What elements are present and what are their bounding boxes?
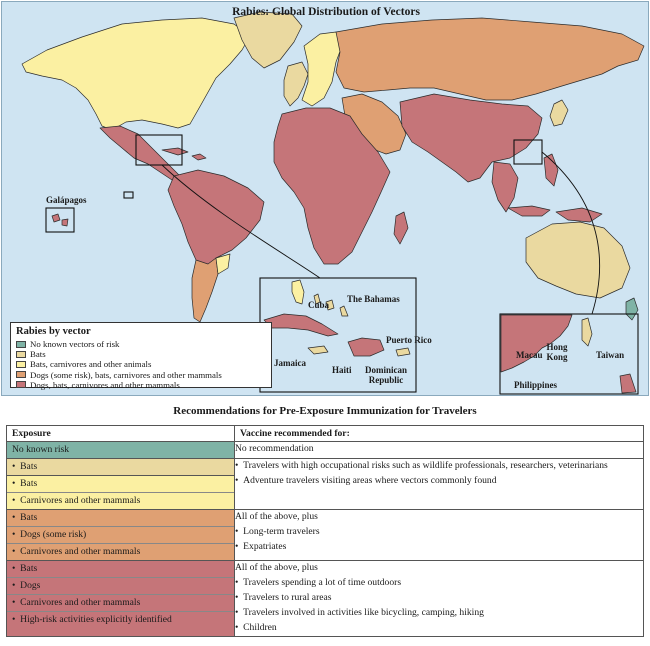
region-new-zealand [626,298,638,320]
vaccine-cell [235,561,644,637]
exposure-item: • Bats [7,510,234,526]
exposure-item: • Dogs (some risk) [7,526,234,543]
legend-swatch [16,351,26,358]
region-philippines [544,154,558,186]
vaccine-item: All of the above, plus [235,511,318,522]
legend-title: Rabies by vector [16,326,91,337]
vaccine-item: • Expatriates [235,540,643,555]
legend-swatch [16,341,26,348]
label-jamaica: Jamaica [274,358,306,368]
map-legend [10,322,272,388]
legend-swatch [16,361,26,368]
vaccine-item: No recommendation [235,443,314,454]
exposure-item: • Carnivores and other mammals [7,492,234,509]
region-north-america [22,18,250,130]
legend-label: No known vectors of risk [30,339,120,350]
exposure-cell [7,510,235,561]
map-title: Rabies: Global Distribution of Vectors [232,6,420,18]
legend-item [16,370,266,380]
exposure-item: • Bats [7,476,234,492]
vaccine-item: • Travelers with high occupational risks such as wildlife professionals, researchers, veterinarians [235,459,643,474]
label-dominican-republic: Dominican Republic [364,365,407,385]
exposure-item: • Bats [7,561,234,577]
inset-cuba [264,314,338,336]
legend-item [16,339,266,349]
vaccine-item: • Travelers involved in activities like bicycling, camping, hiking [235,606,643,621]
legend-label: Dogs, bats, carnivores and other mammals [30,379,180,390]
label-hong-kong: Hong Kong [546,342,568,362]
vaccine-item: • Travelers to rural areas [235,591,643,606]
recommendations-table [6,425,644,637]
exposure-item: • Carnivores and other mammals [7,594,234,611]
legend-item [16,359,266,369]
region-greenland [234,12,302,68]
vaccine-cell [235,510,644,561]
label-cuba: Cuba [308,300,330,310]
region-central-america [100,126,180,180]
vaccine-cell [235,442,644,459]
label-macau: Macau [516,350,543,360]
inset-puerto-rico [396,348,410,356]
legend-label: Dogs (some risk), bats, carnivores and other mammals [30,369,222,380]
region-japan [550,100,568,126]
inset-florida [292,280,304,304]
table-row [7,510,644,561]
region-central-europe [302,32,342,106]
label-the-bahamas: The Bahamas [347,294,400,304]
header-exposure: Exposure [7,426,235,442]
inset-hispaniola [348,338,384,356]
exposure-cell [7,459,235,476]
label-puerto-rico: Puerto Rico [386,335,432,345]
exposure-item: • Dogs [7,577,234,594]
table-row [7,561,644,637]
inset-taiwan [582,318,592,346]
legend-label: Bats, carnivores and other animals [30,359,152,370]
inset-philippines [620,374,636,393]
region-southeast-asia [492,162,518,212]
vaccine-item: • Travelers spending a lot of time outdoors [235,576,643,591]
exposure-cell [7,442,235,459]
legend-item [16,349,266,359]
region-caribbean [162,148,206,160]
exposure-item: No known risk [12,444,70,455]
region-indonesia [508,206,602,222]
vaccine-item: • Long-term travelers [235,525,643,540]
legend-item [16,380,266,390]
label-taiwan: Taiwan [596,350,625,360]
exposure-item: • High-risk activities explicitly identified [7,611,234,628]
exposure-item: • Carnivores and other mammals [7,543,234,560]
region-south-america [168,170,264,268]
vaccine-item: • Adventure travelers visiting areas where vectors commonly found [235,474,643,489]
region-russia [336,18,644,100]
legend-label: Bats [30,349,46,360]
exposure-cell [7,561,235,637]
legend-items [16,339,266,390]
legend-swatch [16,381,26,388]
exposure-item: • Bats [7,459,234,475]
label-haiti: Haiti [332,365,352,375]
label-galapagos: Galápagos [46,195,87,205]
vaccine-item: • Children [235,621,643,636]
exposure-cell [7,476,235,510]
vaccine-cell [235,459,644,510]
region-southern-cone [192,258,218,322]
vaccine-item: All of the above, plus [235,562,318,573]
region-madagascar [394,212,408,244]
region-australia [526,222,630,298]
table-header-row [7,426,644,442]
header-vaccine: Vaccine recommended for: [235,426,644,442]
region-asia [400,94,542,182]
recommendations-title: Recommendations for Pre-Exposure Immunization for Travelers [173,405,477,417]
legend-swatch [16,371,26,378]
galapagos-marker [124,192,133,198]
label-philippines: Philippines [514,380,558,390]
world-map-panel [1,1,649,396]
table-row [7,442,644,459]
table-row [7,459,644,476]
inset-jamaica [308,346,328,354]
table-body [7,442,644,637]
